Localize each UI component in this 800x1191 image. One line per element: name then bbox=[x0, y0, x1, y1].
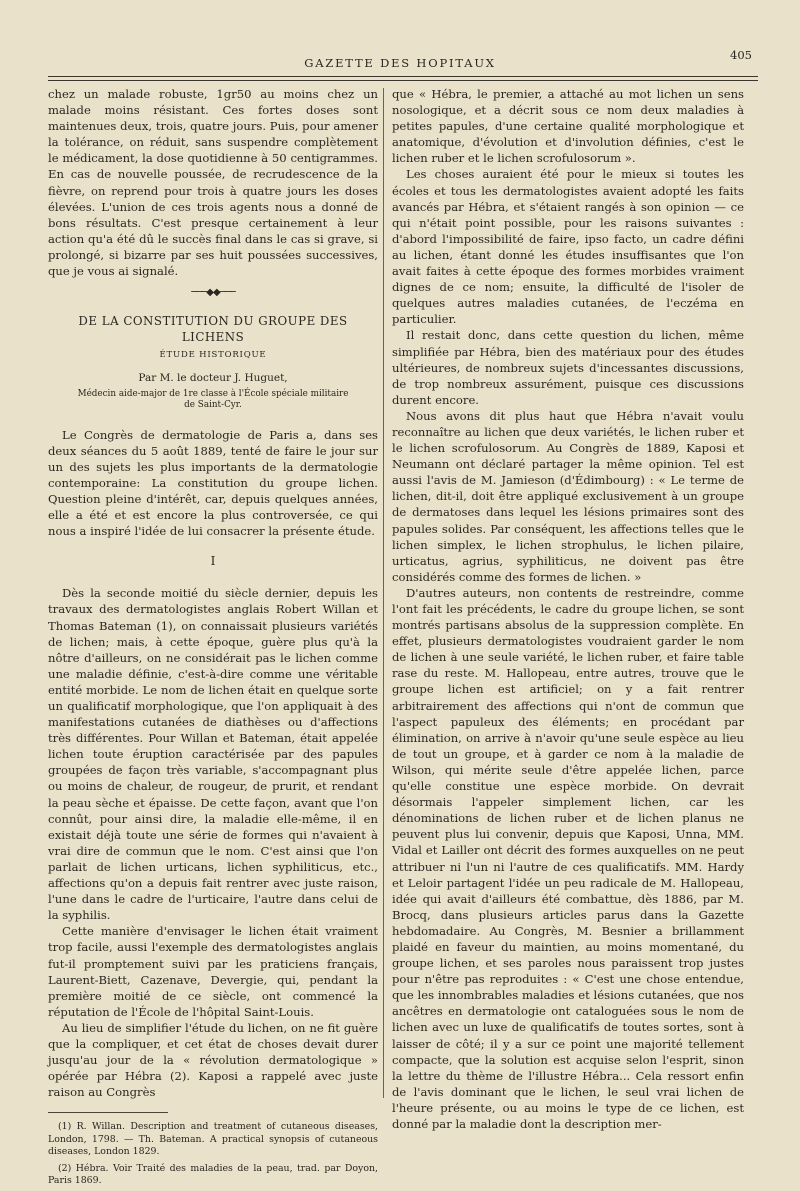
affiliation-line-2: de Saint-Cyr. bbox=[184, 399, 242, 410]
page-header bbox=[48, 48, 752, 74]
right-column bbox=[392, 86, 744, 1132]
column-divider bbox=[383, 88, 384, 1098]
footnote-rule bbox=[48, 1112, 168, 1113]
footnote: (1) R. Willan. Description and treatment of cutaneous diseases, London, 1798. — Th. Bateman. A practical synopsis of cutaneous diseases, London 1829. bbox=[48, 1121, 378, 1158]
body-paragraph: Il restait donc, dans cette question du lichen, même simplifiée par Hébra, bien des matériaux pour des études ultérieures, de nombreux sujets d'incessantes discussions, de trop nombreux assurément, puisque ces discussions durent encore. bbox=[392, 328, 744, 407]
intro-paragraph: Le Congrès de dermatologie de Paris a, dans ses deux séances du 5 août 1889, tenté de faire le jour sur un des sujets les plus importants de la dermatologie contemporaine: La constitution du groupe lichen. Question pleine d'intérêt, car, depuis quelques années, elle a été et est encore la plus controversée, ce qui nous a inspiré l'idée de lui consacrer la présente étude. bbox=[48, 427, 378, 539]
section-numeral: I bbox=[210, 554, 216, 569]
body-paragraph: Cette manière d'envisager le lichen était vraiment trop facile, aussi l'exemple des dermatologistes anglais fut-il promptement suivi par les praticiens français, Laurent-Biett, Cazenave, Devergie, qui, pendant la première moitié de ce siècle, ont commencé la réputation de l'École de l'hôpital Saint-Louis. bbox=[48, 924, 378, 1019]
continued-paragraph: chez un malade robuste, 1gr50 au moins chez un malade moins résistant. Ces fortes doses sont maintenues deux, trois, quatre jours. Puis, pour amener la tolérance, on réduit, sans suspendre complètement le médicament, la dose quotidienne à 50 centigrammes. En cas de nouvelle poussée, de recrudescence de la fièvre, on reprend pour trois à quatre jours les doses élevées. L'union de ces trois agents nous a donné de bons résultats. C'est presque certainement à leur action qu'a été dû le succès final dans le cas si grave, si prolongé, si bizarre par ses huit poussées successives, que je vous ai signalé. bbox=[48, 87, 378, 279]
affiliation-line-1: Médecin aide-major de 1re classe à l'École spéciale militaire bbox=[77, 388, 349, 399]
section-divider-ornament: ───◆◆─── bbox=[191, 287, 235, 299]
body-paragraph: Nous avons dit plus haut que Hébra n'avait voulu reconnaître au lichen que deux variétés, le lichen ruber et le lichen scrofulosorum. Au Congrès de 1889, Kaposi et Neumann ont déclaré partager la même opinion. Tel est aussi l'avis de M. Jamieson (d'Édimbourg) : « Le terme de lichen, dit-il, doit être appliqué exclusivement à un groupe de dermatoses dans lequel les lésions primaires sont des papules solides. Par conséquent, les affections telles que le lichen simplex, le lichen strophulus, le lichen pilaire, urticatus, agrius, syphiliticus, ne doivent pas être considérés comme des formes de lichen. » bbox=[392, 408, 744, 584]
page-number: 405 bbox=[730, 48, 752, 62]
body-paragraph: Les choses auraient été pour le mieux si toutes les écoles et tous les dermatologistes avaient adopté les faits avancés par Hébra, et s'étaient rangés à son opinion — ce qui n'était point possible, pour les raisons suivantes : d'abord l'impossibilité de faire, ipso facto, un cadre défini au lichen, étant donné les études insuffisantes que l'on avait faites à cette époque des formes morbides vraiment dignes de ce nom; ensuite, la difficulté de l'isoler de quelques autres maladies cutanées, de l'eczéma en particulier. bbox=[392, 167, 744, 327]
body-paragraph: Dès la seconde moitié du siècle dernier, depuis les travaux des dermatologistes anglais Robert Willan et Thomas Bateman (1), on connaissait plusieurs variétés de lichen; mais, à cette époque, guère plus qu'à la nôtre d'ailleurs, on ne considérait pas le lichen comme une maladie définie, c'est-à-dire comme une véritable entité morbide. Le nom de lichen était en quelque sorte un qualificatif morphologique, que l'on appliquait à des manifestations cutanées de diathèses ou d'affections très différentes. Pour Willan et Bateman, était appelée lichen toute éruption caractérisée par des papules groupées de façon très variable, s'accompagnant plus ou moins de chaleur, de rougeur, de prurit, et rendant la peau sèche et épaisse. De cette façon, avant que l'on connût, pour ainsi dire, la maladie elle-même, il en existait déjà toute une série de formes qui n'avaient à vrai dire de commun que le nom. C'est ainsi que l'on parlait de lichen urticans, lichen syphiliticus, etc., affections qu'on a depuis fait rentrer avec juste raison, l'une dans le cadre de l'urticaire, l'autre dans celui de la syphilis. bbox=[48, 586, 378, 923]
article-subtitle: ÉTUDE HISTORIQUE bbox=[159, 350, 267, 361]
header-rule-thin bbox=[48, 80, 758, 81]
continued-paragraph: que « Hébra, le premier, a attaché au mot lichen un sens nosologique, et a décrit sous ce nom deux maladies à petites papules, d'une certaine qualité morphologique et anatomique, d'évolution et d'involution définies, c'est le lichen ruber et le lichen scrofulosorum ». bbox=[392, 87, 744, 166]
article-byline: Par M. le docteur J. Huguet, bbox=[138, 371, 288, 384]
header-rule-thick bbox=[48, 76, 758, 77]
left-column bbox=[48, 86, 378, 1191]
body-paragraph: D'autres auteurs, non contents de restreindre, comme l'ont fait les précédents, le cadre du groupe lichen, se sont montrés partisans absolus de la suppression complète. En effet, plusieurs dermatologistes voudraient garder le nom de lichen à une seule variété, le lichen ruber, et faire table rase du reste. M. Hallopeau, entre autres, trouve que le groupe lichen est artificiel; on y a fait rentrer arbitrairement des affections qui n'ont de commun que l'aspect papuleux des éléments; en procédant par élimination, on arrive à n'avoir qu'une seule espèce au lieu de tout un groupe, et à garder ce nom à la maladie de Wilson, qui mérite seule d'être appelée lichen, parce qu'elle constitue une espèce morbide. On devrait désormais l'appeler simplement lichen, car les dénominations de lichen ruber et de lichen planus ne peuvent plus lui convenir, depuis que Kaposi, Unna, MM. Vidal et Lailler ont décrit des formes auxquelles on ne peut attribuer ni l'un ni l'autre de ces qualificatifs. MM. Hardy et Leloir partagent l'idée un peu radicale de M. Hallopeau, idée qui avait d'ailleurs été combattue, dès 1886, par M. Brocq, dans plusieurs articles parus dans la Gazette hebdomadaire. Au Congrès, M. Besnier a brillamment plaidé en faveur du maintien, au moins momentané, du groupe lichen, et ses paroles nous paraissent trop justes pour n'être pas reproduites : « C'est une chose entendue, que les innombrables maladies et lésions cutanées, que nos ancêtres en dermatologie ont cataloguées sous le nom de lichen avec un luxe de qualificatifs de toutes sortes, sont à laisser de côté; il y a sur ce point une majorité tellement compacte, que la solution est acquise selon l'esprit, sinon la lettre du thème de l'illustre Hébra... Cela ressort enfin de l'avis dominant que le lichen, le seul vrai lichen de l'heure présente, ou au moins le type de ce lichen, est donné par la maladie dont la description mer- bbox=[392, 585, 744, 1131]
body-paragraph: Au lieu de simplifier l'étude du lichen, on ne fit guère que la compliquer, et cet état de choses devait durer jusqu'au jour de la « révolution dermatologique » opérée par Hébra (2). Kaposi a rappelé avec juste raison au Congrès bbox=[48, 1020, 378, 1100]
journal-title: GAZETTE DES HOPITAUX bbox=[304, 56, 496, 70]
author-affiliation bbox=[48, 389, 378, 411]
footnote: (2) Hébra. Voir Traité des maladies de la peau, trad. par Doyon, Paris 1869. bbox=[48, 1162, 378, 1186]
article-title: DE LA CONSTITUTION DU GROUPE DES LICHENS bbox=[78, 314, 348, 345]
